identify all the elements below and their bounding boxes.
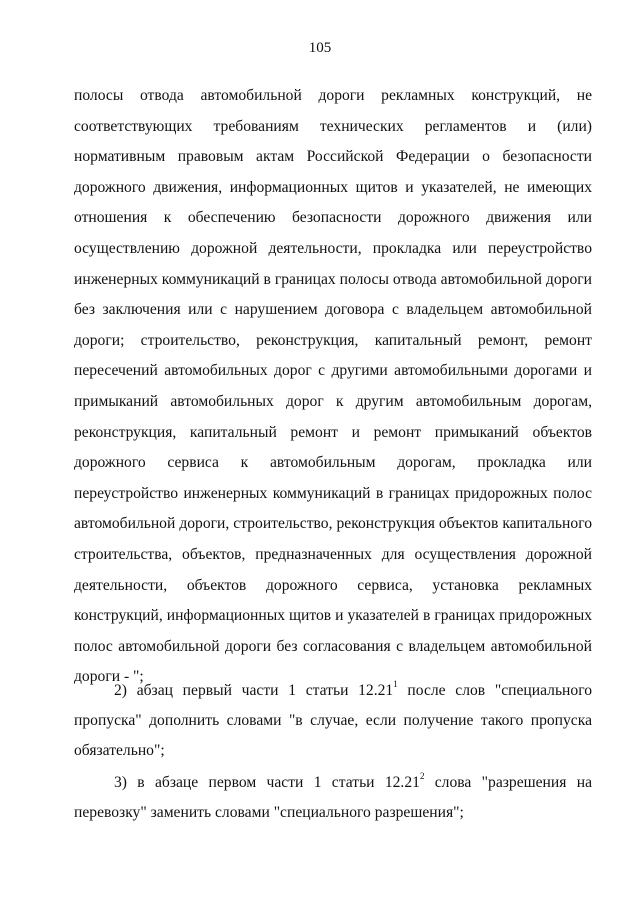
paragraph-item-2-text-after: после слов "специального пропуска" дополнить словами "в случае, если получение такого пропуска обязательно"; — [74, 682, 592, 759]
paragraph-continuation: полосы отвода автомобильной дороги рекламных конструкций, не соответствующих требованиям технических регламентов и (или) нормативным правовым актам Российской Федерации о безопасности дорожного движения, информационных щитов и указателей, не имеющих отношения к обеспечению безопасности дорожного движения или осуществлению дорожной деятельности, прокладка или переустройство инженерных коммуникаций в границах полосы отвода автомобильной дороги без заключения или с нарушением договора с владельцем автомобильной дороги; строительство, реконструкция, капитальный ремонт, ремонт пересечений автомобильных дорог с другими автомобильными дорогами и примыканий автомобильных дорог к другим автомобильным дорогам, реконструкция, капитальный ремонт и ремонт примыканий объектов дорожного сервиса к автомобильным дорогам, прокладка или переустройство инженерных коммуникаций в границах придорожных полос автомобильной дороги, строительство, реконструкция объектов капитального строительства, объектов, предназначенных для осуществления дорожной деятельности, объектов дорожного сервиса, установка рекламных конструкций, информационных щитов и указателей в границах придорожных полос автомобильной дороги без согласования с владельцем автомобильной дороги - "; — [74, 87, 592, 686]
page-number: 105 — [308, 40, 332, 56]
paragraph-item-2 — [74, 676, 592, 766]
paragraph-item-3 — [74, 768, 592, 828]
superscript-1: 1 — [393, 678, 398, 689]
superscript-2: 2 — [419, 770, 425, 781]
paragraph-item-3-text-after: слова "разрешения на перевозку" заменить словами "специального разрешения"; — [74, 774, 592, 821]
paragraph-item-3-text-before: 3) в абзаце первом части 1 статьи 12.21 — [114, 774, 420, 791]
paragraph-item-2-text-before: 2) абзац первый части 1 статьи 12.21 — [114, 682, 394, 699]
